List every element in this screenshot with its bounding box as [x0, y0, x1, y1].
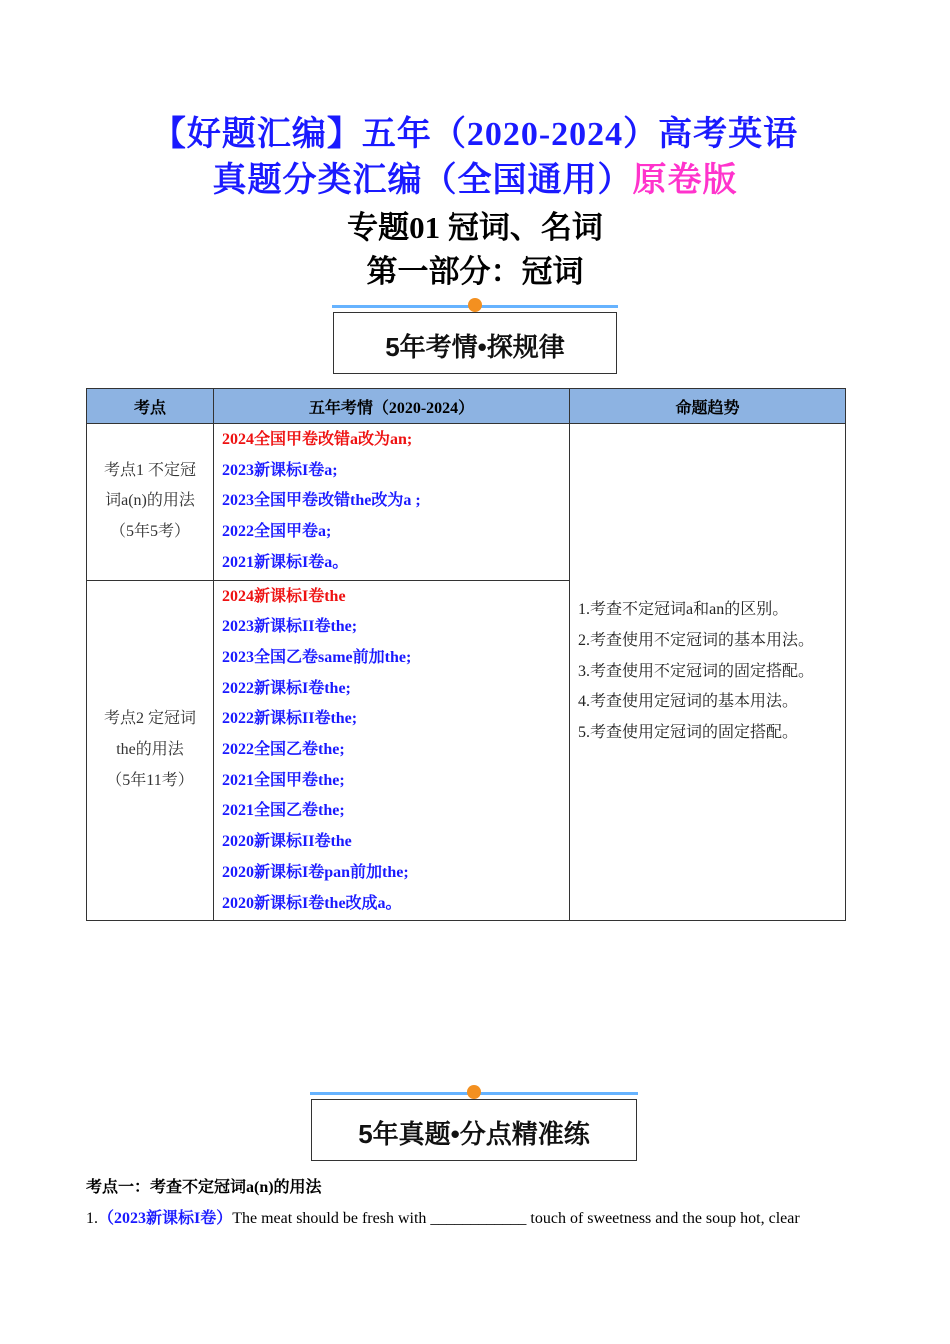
exam-item: 2020新课标I卷pan前加the; [222, 863, 409, 881]
title-line-2-highlight: 原卷版 [632, 162, 738, 199]
exam-item: 2023新课标II卷the; [222, 618, 358, 636]
question-source: （2023新课标I卷） [98, 1210, 233, 1227]
banner-dot [468, 298, 482, 312]
exam-item: 2024全国甲卷改错a改为an; [222, 431, 413, 448]
point-text: 考点1 不定冠 [103, 461, 196, 479]
point-cell [87, 580, 214, 921]
section-heading: 考点一：考查不定冠词a(n)的用法 [86, 1179, 322, 1196]
trend-cell [570, 424, 846, 921]
point-text: 考点2 定冠词 [103, 710, 196, 728]
question-1 [86, 1205, 800, 1228]
exam-trend-table [86, 388, 846, 921]
point-text: 词a(n)的用法 [105, 492, 195, 510]
point-cell [87, 424, 214, 581]
point-text: the的用法 [116, 741, 184, 759]
point-text: （5年11考） [106, 771, 194, 789]
exam-item: 2022新课标I卷the; [222, 679, 351, 697]
point-text: （5年5考） [109, 523, 190, 541]
banner-dot [467, 1085, 481, 1099]
section-banner-practice [311, 1099, 637, 1161]
title-line-2-main: 真题分类汇编（全国通用） [212, 162, 633, 199]
question-text: The meat should be fresh with ____________ touch of sweetness and the soup hot, clear [232, 1210, 800, 1227]
exam-item: 2020新课标I卷the改成a。 [222, 894, 402, 912]
exam-item: 2021全国甲卷the; [222, 771, 345, 789]
title-line-1: 【好题汇编】五年（2020-2024）高考英语 [151, 116, 799, 153]
header-trend: 命题趋势 [570, 389, 846, 424]
trend-item: 4.考查使用定冠词的基本用法。 [578, 693, 799, 711]
exam-item: 2024新课标I卷the [222, 587, 346, 605]
banner-label: 5年真题•分点精准练 [358, 1119, 590, 1149]
exam-item: 2022全国甲卷a; [222, 523, 332, 541]
exam-item: 2022全国乙卷the; [222, 741, 345, 759]
title-line-2 [0, 158, 950, 204]
title-block [0, 112, 950, 294]
table-row [87, 424, 846, 581]
exam-item: 2021新课标I卷a。 [222, 553, 349, 571]
exam-item: 2021全国乙卷the; [222, 802, 345, 820]
exam-item: 2023全国乙卷same前加the; [222, 648, 412, 666]
trend-item: 1.考查不定冠词a和an的区别。 [578, 601, 789, 619]
question-number: 1. [86, 1210, 98, 1227]
header-five-year: 五年考情（2020-2024） [214, 389, 570, 424]
exam-item: 2023全国甲卷改错the改为a ; [222, 492, 421, 510]
trend-item: 5.考查使用定冠词的固定搭配。 [578, 724, 799, 742]
section-banner-trends [333, 312, 617, 374]
topic-title: 专题01 冠词、名词 [347, 210, 603, 245]
banner-label: 5年考情•探规律 [385, 332, 565, 362]
trend-item: 3.考查使用不定冠词的固定搭配。 [578, 662, 815, 680]
exam-item: 2022新课标II卷the; [222, 710, 358, 728]
trend-item: 2.考查使用不定冠词的基本用法。 [578, 632, 815, 650]
exam-items-cell [214, 424, 570, 581]
exam-items-cell [214, 580, 570, 921]
part-title: 第一部分：冠词 [366, 254, 584, 289]
table-header-row [87, 389, 846, 424]
exam-item: 2023新课标I卷a; [222, 461, 338, 479]
exam-item: 2020新课标II卷the [222, 833, 352, 851]
header-point: 考点 [87, 389, 214, 424]
